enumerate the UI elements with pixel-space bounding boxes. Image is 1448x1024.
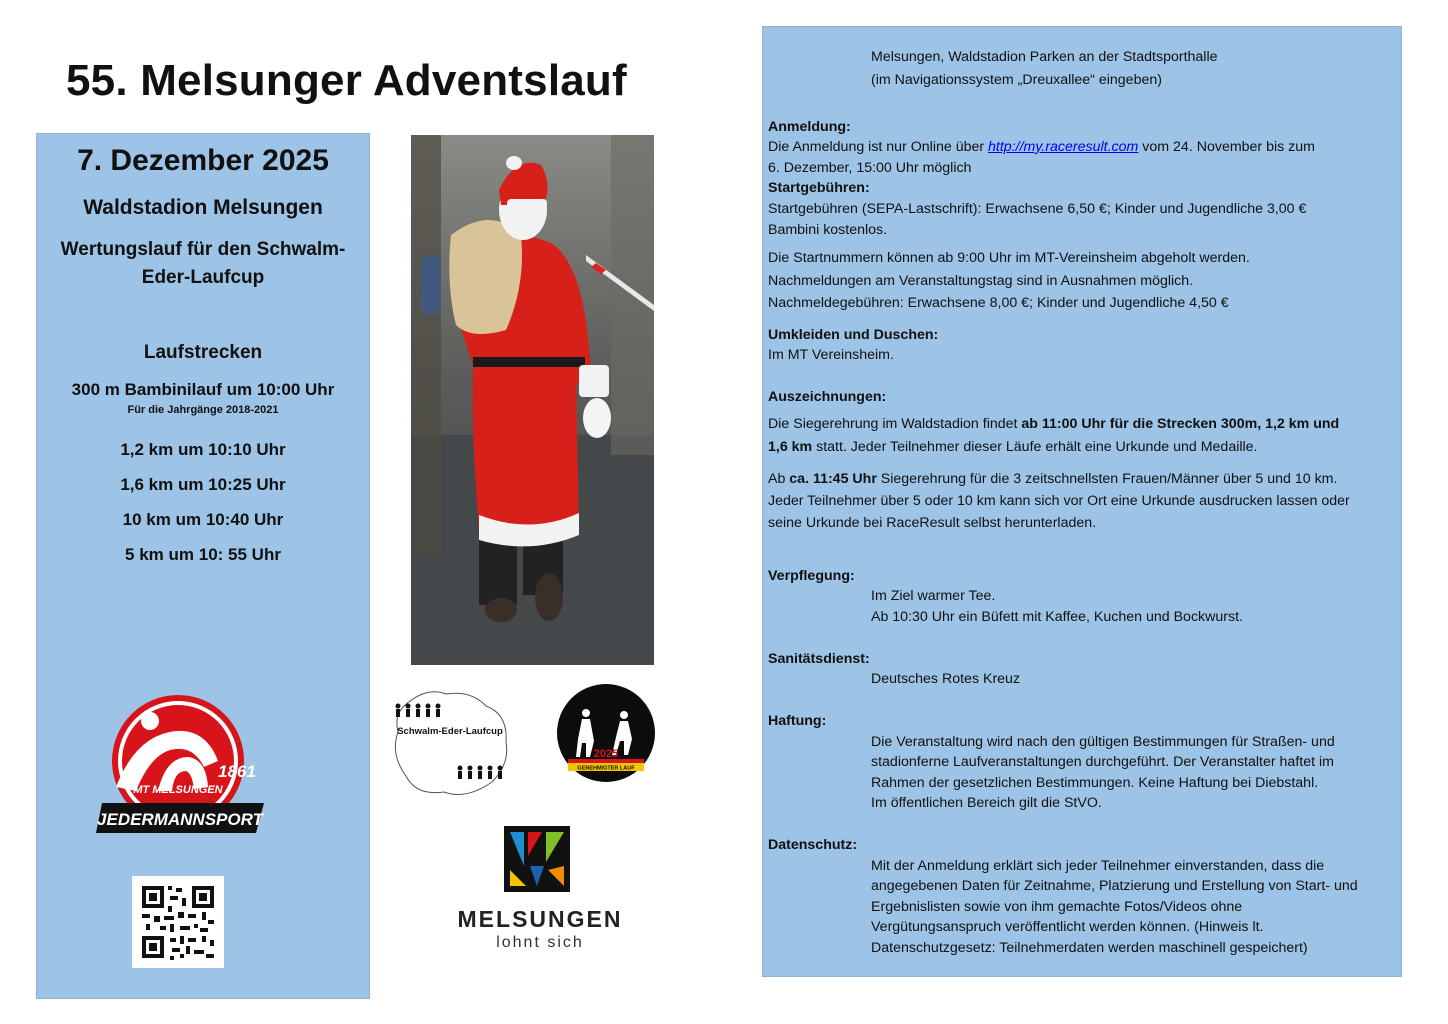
- late-fees: Nachmeldegebühren: Erwachsene 8,00 €; Kinder und Jugendliche 4,50 €: [768, 295, 1229, 311]
- event-date: 7. Dezember 2025: [77, 144, 329, 177]
- run-logo-year: 2025: [593, 748, 619, 760]
- catering-line2: Ab 10:30 Uhr ein Büfett mit Kaffee, Kuchen und Bockwurst.: [871, 609, 1243, 625]
- privacy-heading: Datenschutz:: [768, 837, 858, 853]
- awards-line2: [768, 437, 1258, 458]
- cup-note-line1: Wertungslauf für den Schwalm-: [60, 239, 346, 260]
- awards-line4: Jeder Teilnehmer über 5 oder 10 km kann sich vor Ort eine Urkunde ausdrucken lassen oder: [768, 493, 1350, 509]
- schwalm-eder-laufcup-logo: [386, 684, 514, 802]
- awards-text: Die Siegerehrung im Waldstadion findet: [768, 416, 1022, 432]
- late-registration: Nachmeldungen am Veranstaltungstag sind in Ausnahmen möglich.: [768, 273, 1194, 289]
- privacy-line: angegebenen Daten für Zeitnahme, Platzierung und Erstellung von Start- und: [871, 878, 1358, 894]
- route-bambini-note: Für die Jahrgänge 2018-2021: [127, 404, 279, 416]
- changing-heading: Umkleiden und Duschen:: [768, 327, 939, 343]
- registration-line: [768, 137, 1315, 158]
- changing-line: Im MT Vereinsheim.: [768, 347, 894, 363]
- city-name: MELSUNGEN: [457, 906, 623, 932]
- mt-melsungen-logo: [96, 695, 266, 840]
- liability-line: Rahmen der gesetzlichen Bestimmungen. Keine Haftung bei Diebstahl.: [871, 775, 1319, 791]
- raceresult-link[interactable]: http://my.raceresult.com: [988, 139, 1139, 155]
- event-info-panel: [36, 133, 370, 999]
- qr-code[interactable]: [132, 876, 224, 968]
- mt-logo-name: MT MELSUNGEN: [133, 784, 223, 796]
- run-logo-label: GENEHMIGTER LAUF: [577, 765, 635, 772]
- awards-line1: [768, 414, 1339, 435]
- location-line: Melsungen, Waldstadion Parken an der Stadtsporthalle: [871, 49, 1218, 65]
- event-venue: Waldstadion Melsungen: [83, 196, 323, 219]
- route-item: 1,2 km um 10:10 Uhr: [120, 440, 286, 459]
- city-slogan: lohnt sich: [496, 934, 584, 951]
- mt-logo-banner: JEDERMANNSPORT: [97, 810, 263, 829]
- fees-bambini: Bambini kostenlos.: [768, 222, 888, 238]
- santa-runner-photo: [411, 135, 654, 665]
- page-title: 55. Melsunger Adventslauf: [66, 56, 627, 105]
- cup-logo-name: Schwalm-Eder-Laufcup: [397, 726, 503, 737]
- route-bambini: 300 m Bambinilauf um 10:00 Uhr: [71, 380, 335, 399]
- routes-heading: Laufstrecken: [143, 342, 263, 363]
- catering-heading: Verpflegung:: [768, 568, 855, 584]
- privacy-line: Vergütungsanspruch veröffentlicht werden können. (Hinweis lt.: [871, 919, 1264, 935]
- fees-line: Startgebühren (SEPA-Lastschrift): Erwachsene 6,50 €; Kinder und Jugendliche 3,00 €: [768, 201, 1307, 217]
- registration-text: vom 24. November bis zum: [1138, 139, 1315, 155]
- awards-heading: Auszeichnungen:: [768, 389, 887, 405]
- fees-heading: Startgebühren:: [768, 180, 870, 196]
- liability-line: Im öffentlichen Bereich gilt die StVO.: [871, 795, 1102, 811]
- details-panel: [762, 26, 1402, 977]
- privacy-line: Datenschutzgesetz: Teilnehmerdaten werden maschinell gespeichert): [871, 940, 1308, 956]
- awards-text: Ab: [768, 471, 790, 487]
- route-item: 5 km um 10: 55 Uhr: [125, 545, 281, 564]
- cup-note: [37, 236, 369, 292]
- medical-line: Deutsches Rotes Kreuz: [871, 671, 1021, 687]
- awards-bold: 1,6 km: [768, 439, 813, 455]
- awards-line3: [768, 469, 1337, 490]
- catering-line1: Im Ziel warmer Tee.: [871, 588, 996, 604]
- registration-heading: Anmeldung:: [768, 119, 851, 135]
- awards-text: Siegerehrung für die 3 zeitschnellsten Frauen/Männer über 5 und 10 km.: [876, 471, 1338, 487]
- liability-line: Die Veranstaltung wird nach den gültigen Bestimmungen für Straßen- und: [871, 734, 1335, 750]
- qr-code-icon: [132, 876, 224, 968]
- liability-line: stadionferne Laufveranstaltungen durchgeführt. Der Veranstalter haftet im: [871, 754, 1334, 770]
- location-hint: (im Navigationssystem „Dreuxallee“ eingeben): [871, 72, 1162, 88]
- registration-text: Die Anmeldung ist nur Online über: [768, 139, 989, 155]
- awards-bold: ab 11:00 Uhr für die Strecken 300m, 1,2 km und: [1021, 416, 1340, 432]
- approved-run-logo: [556, 683, 656, 783]
- melsungen-city-logo: [504, 826, 570, 892]
- route-item: 10 km um 10:40 Uhr: [122, 510, 284, 529]
- privacy-line: Mit der Anmeldung erklärt sich jeder Teilnehmer einverstanden, dass die: [871, 858, 1325, 874]
- awards-text: statt. Jeder Teilnehmer dieser Läufe erhält eine Urkunde und Medaille.: [812, 439, 1258, 455]
- route-item: 1,6 km um 10:25 Uhr: [120, 475, 286, 494]
- cup-note-line2: Eder-Laufcup: [141, 267, 265, 288]
- liability-heading: Haftung:: [768, 713, 827, 729]
- awards-line5: seine Urkunde bei RaceResult selbst herunterladen.: [768, 515, 1097, 531]
- registration-deadline: 6. Dezember, 15:00 Uhr möglich: [768, 160, 972, 176]
- mt-logo-year: 1861: [218, 762, 256, 781]
- bib-pickup: Die Startnummern können ab 9:00 Uhr im MT-Vereinsheim abgeholt werden.: [768, 250, 1250, 266]
- privacy-line: Ergebnislisten sowie von ihm gemachte Fotos/Videos ohne: [871, 899, 1243, 915]
- awards-bold: ca. 11:45 Uhr: [789, 471, 877, 487]
- medical-heading: Sanitätsdienst:: [768, 651, 870, 667]
